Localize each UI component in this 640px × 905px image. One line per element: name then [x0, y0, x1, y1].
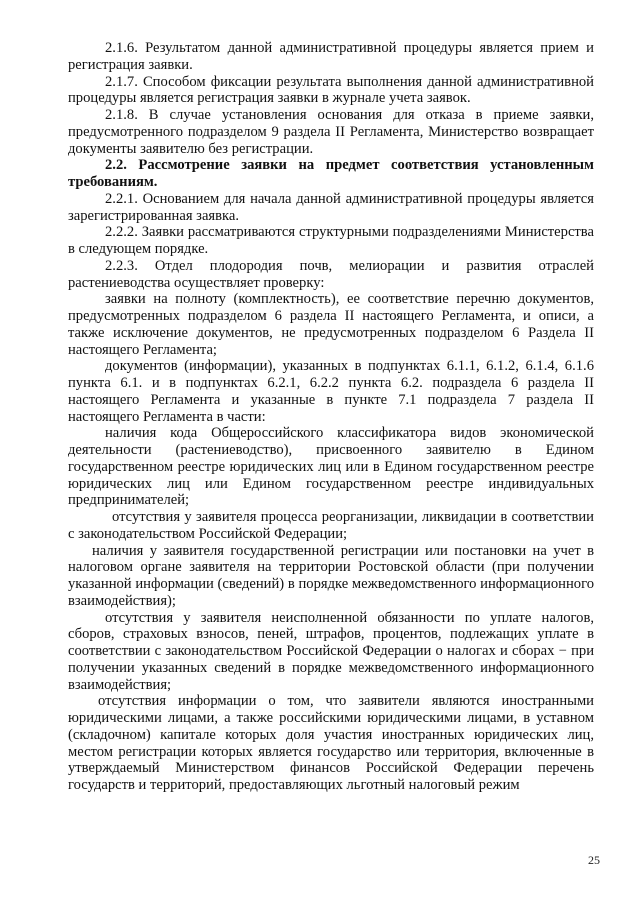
check-item-completeness: заявки на полноту (комплектность), ее соответствие перечню документов, предусмотренных подразделом 6 раздела II настоящего Регламента, и описи, а также исключение документов, не предусмотренных подразделом 6 Раздела II настоящего Регламента; — [68, 291, 594, 358]
check-item-documents: документов (информации), указанных в подпунктах 6.1.1, 6.1.2, 6.1.4, 6.1.6 пункта 6.1. и в подпунктах 6.2.1, 6.2.2 пункта 6.2. подраздела 6 раздела II настоящего Регламента и указанные в пункте 7.1 подраздела 7 раздела II настоящего Регламента в части: — [68, 358, 594, 425]
paragraph-2-1-7: 2.1.7. Способом фиксации результата выполнения данной административной процедуры является регистрация заявки в журнале учета заявок. — [68, 73, 594, 107]
check-item-okved-code: наличия кода Общероссийского классификатора видов экономической деятельности (растениеводство), присвоенного заявителю в Едином государственном реестре юридических лиц или в Едином государственном реестре юридических лиц или Едином государственном реестре индивидуальных предпринимателей; — [68, 425, 594, 509]
document-body — [68, 40, 594, 794]
paragraph-2-1-6: 2.1.6. Результатом данной административной процедуры является прием и регистрация заявки. — [68, 40, 594, 73]
paragraph-2-2-1: 2.2.1. Основанием для начала данной административной процедуры является зарегистрированная заявка. — [68, 190, 594, 224]
page-number: 25 — [588, 853, 600, 867]
section-heading-text: 2.2. Рассмотрение заявки на предмет соответствия установленным требованиям. — [68, 157, 594, 190]
check-item-no-tax-debt: отсутствия у заявителя неисполненной обязанности по уплате налогов, сборов, страховых взносов, пеней, штрафов, процентов, подлежащих уплате в соответствии с законодательством Российской Федерации о налогах и сборах − при получении указанных сведений в порядке межведомственного информационного взаимодействия; — [68, 609, 594, 693]
check-item-tax-registration: наличия у заявителя государственной регистрации или постановки на учет в налоговом органе заявителя на территории Ростовской области (при получении указанной информации (сведений) в порядке межведомственного информационного взаимодействия); — [68, 542, 594, 609]
check-item-no-reorganization: отсутствия у заявителя процесса реорганизации, ликвидации в соответствии с законодательством Российской Федерации; — [68, 509, 594, 542]
check-item-no-foreign-participation: отсутствия информации о том, что заявители являются иностранными юридическими лицами, а также российскими юридическими лицами, в уставном (складочном) капитале которых доля участия иностранных юридических лиц, местом регистрации которых является государство или территория, включенные в утверждаемый Министерством финансов Российской Федерации перечень государств и территорий, предоставляющих льготный налоговый режим — [68, 693, 594, 793]
paragraph-2-2-3: 2.2.3. Отдел плодородия почв, мелиорации и развития отраслей растениеводства осуществляет проверку: — [68, 257, 594, 291]
section-heading-2-2 — [68, 157, 594, 191]
paragraph-2-2-2: 2.2.2. Заявки рассматриваются структурными подразделениями Министерства в следующем порядке. — [68, 224, 594, 257]
paragraph-2-1-8: 2.1.8. В случае установления основания для отказа в приеме заявки, предусмотренного подразделом 9 раздела II Регламента, Министерство возвращает документы заявителю без регистрации. — [68, 107, 594, 157]
